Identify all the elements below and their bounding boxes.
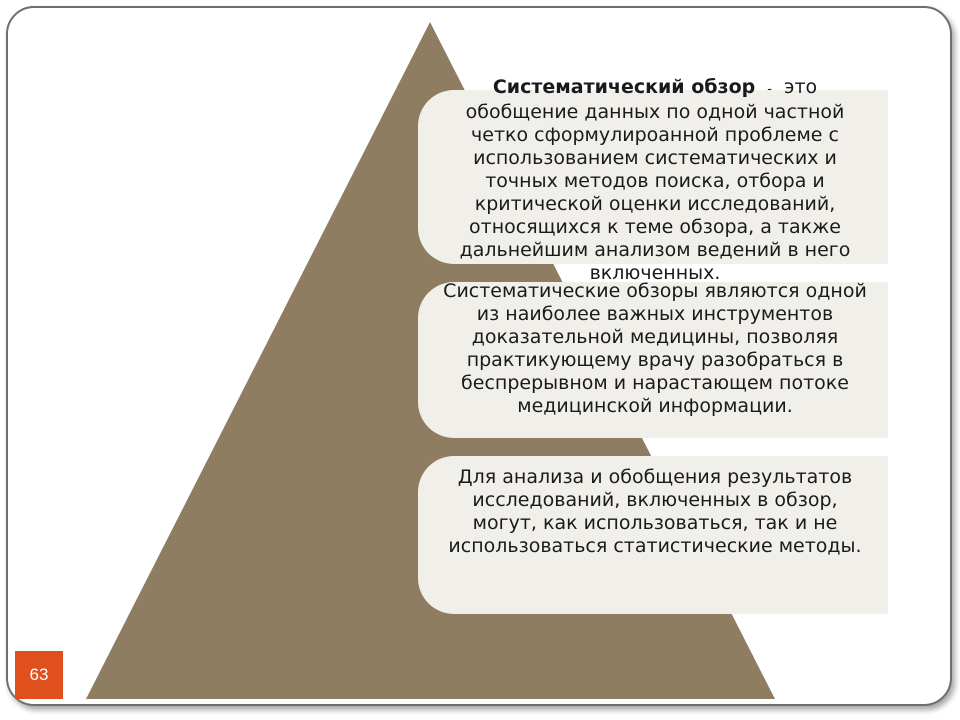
- pyramid-level-1-text: [440, 76, 870, 285]
- page-number-badge: 63: [15, 651, 63, 699]
- pyramid-level-2-text: Систематические обзоры являются одной из наиболее важных инструментов доказательной медицины, позволяя практикующему врачу разобраться в беспрерывном и нарастающем потоке медицинской информации.: [443, 280, 867, 417]
- systematic-review-term: Систематический обзор: [492, 76, 756, 98]
- systematic-review-definition: это обобщение данных по одной частной четко сформулироанной проблеме с использованием систематических и точных методов поиска, отбора и критической оценки исследований, относящихся к теме обзора, а также дальнейшим анализом ведений в него включенных.: [459, 76, 851, 284]
- pyramid-level-3-text: Для анализа и обобщения результатов исследований, включенных в обзор, могут, как использоваться, так и не использоваться статистические методы.: [448, 466, 862, 557]
- term-dash: -: [767, 82, 772, 97]
